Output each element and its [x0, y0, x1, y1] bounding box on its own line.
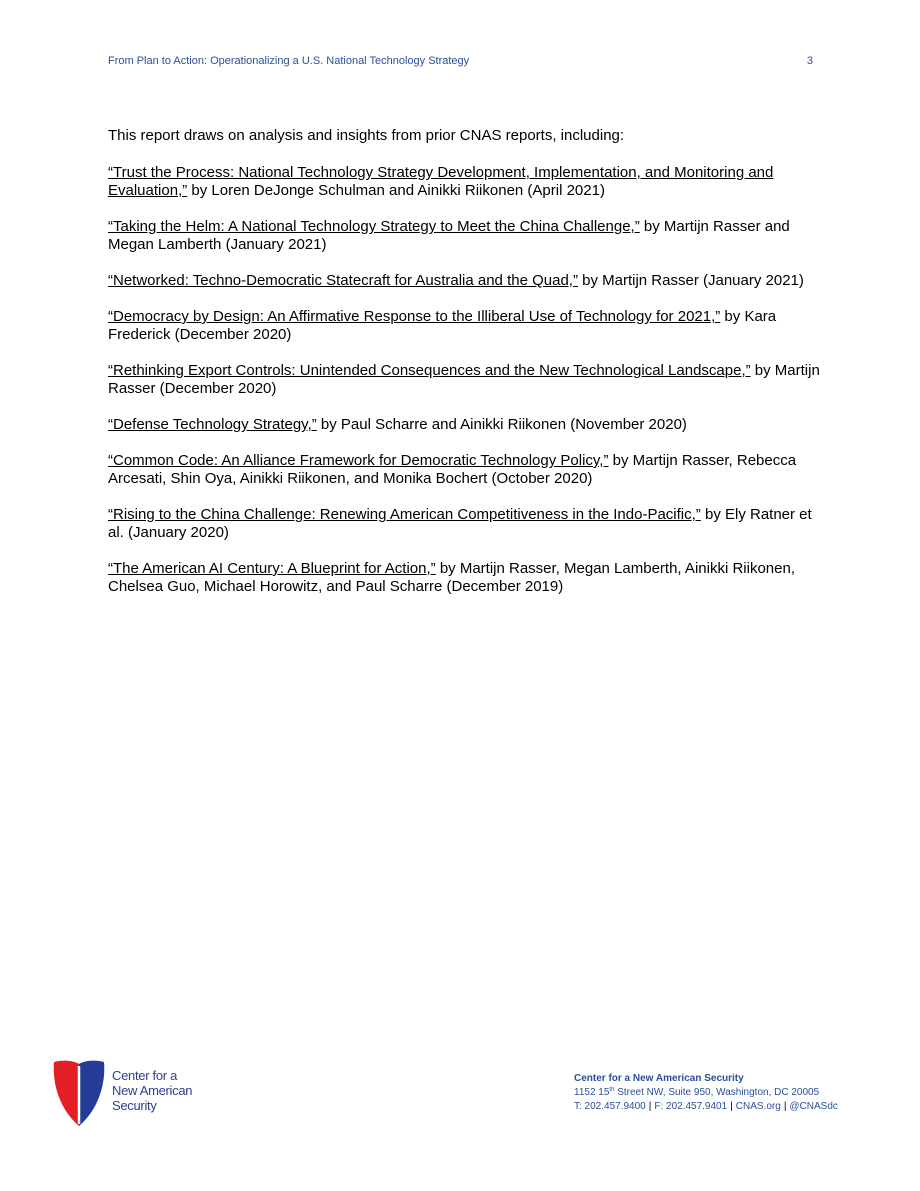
reference-item: [108, 416, 820, 434]
reference-authors: by Martijn Rasser, Rebecca Arcesati, Shin Oya, Ainikki Riikonen, and Monika Bochert (October 2020): [108, 452, 797, 487]
cnas-shield-icon: [52, 1058, 106, 1128]
reference-link[interactable]: “Rising to the China Challenge: Renewing American Competitiveness in the Indo-Pacific,”: [108, 506, 701, 523]
reference-item: [108, 164, 820, 200]
intro-paragraph: This report draws on analysis and insights from prior CNAS reports, including:: [108, 127, 625, 144]
reference-link[interactable]: “Networked: Techno-Democratic Statecraft for Australia and the Quad,”: [108, 272, 578, 289]
reference-authors: by Martijn Rasser (January 2021): [577, 272, 804, 289]
footer-website-link[interactable]: CNAS.org: [735, 1101, 781, 1112]
reference-item: [108, 272, 820, 290]
footer-phone: T: 202.457.9400: [574, 1101, 646, 1112]
reference-link[interactable]: “The American AI Century: A Blueprint for Action,”: [108, 560, 436, 577]
reference-item: [108, 560, 820, 596]
reference-link[interactable]: “Democracy by Design: An Affirmative Response to the Illiberal Use of Technology for 2021,”: [108, 308, 721, 325]
reference-authors: by Martijn Rasser, Megan Lamberth, Ainikki Riikonen, Chelsea Guo, Michael Horowitz, and Paul Scharre (December 2019): [108, 560, 795, 595]
reference-item: [108, 308, 820, 344]
reference-link[interactable]: “Defense Technology Strategy,”: [108, 416, 317, 433]
cnas-logo: [52, 1058, 192, 1128]
logo-line-3: Security: [112, 1098, 157, 1113]
reference-authors: by Loren DeJonge Schulman and Ainikki Riikonen (April 2021): [187, 182, 605, 199]
reference-link[interactable]: “Rethinking Export Controls: Unintended Consequences and the New Technological Landscape,”: [108, 362, 751, 379]
reference-link[interactable]: “Taking the Helm: A National Technology Strategy to Meet the China Challenge,”: [108, 218, 640, 235]
reference-authors: by Ely Ratner et al. (January 2020): [108, 506, 812, 541]
street-number: 1152 15: [574, 1087, 610, 1098]
reference-list: [108, 164, 820, 614]
reference-authors: by Martijn Rasser (December 2020): [108, 362, 820, 397]
separator: |: [730, 1101, 733, 1112]
logo-line-2: New American: [112, 1083, 193, 1098]
street-suffix: th: [609, 1087, 615, 1093]
footer-address: [574, 1072, 838, 1114]
reference-authors: by Kara Frederick (December 2020): [108, 308, 777, 343]
header-title: From Plan to Action: Operationalizing a U.S. National Technology Strategy: [108, 55, 470, 67]
reference-item: [108, 362, 820, 398]
reference-item: [108, 452, 820, 488]
footer-org-name: Center for a New American Security: [574, 1073, 744, 1084]
page-number: 3: [806, 55, 813, 67]
footer-street: [574, 1086, 838, 1100]
reference-link[interactable]: “Common Code: An Alliance Framework for Democratic Technology Policy,”: [108, 452, 609, 469]
reference-item: [108, 218, 820, 254]
reference-link[interactable]: “Trust the Process: National Technology Strategy Development, Implementation, and Monitoring and Evaluation,”: [108, 164, 774, 199]
reference-authors: by Paul Scharre and Ainikki Riikonen (November 2020): [316, 416, 687, 433]
reference-authors: by Martijn Rasser and Megan Lamberth (January 2021): [108, 218, 790, 253]
running-header: [108, 55, 813, 67]
street-rest: Street NW, Suite 950, Washington, DC 20005: [614, 1087, 820, 1098]
logo-line-1: Center for a: [112, 1068, 178, 1083]
logo-wordmark: [112, 1068, 192, 1113]
separator: |: [783, 1101, 787, 1112]
footer-fax: F: 202.457.9401: [654, 1101, 728, 1112]
footer-contact: [574, 1100, 838, 1114]
reference-item: [108, 506, 820, 542]
footer-twitter-link[interactable]: @CNASdc: [789, 1101, 838, 1112]
separator: |: [648, 1101, 652, 1112]
